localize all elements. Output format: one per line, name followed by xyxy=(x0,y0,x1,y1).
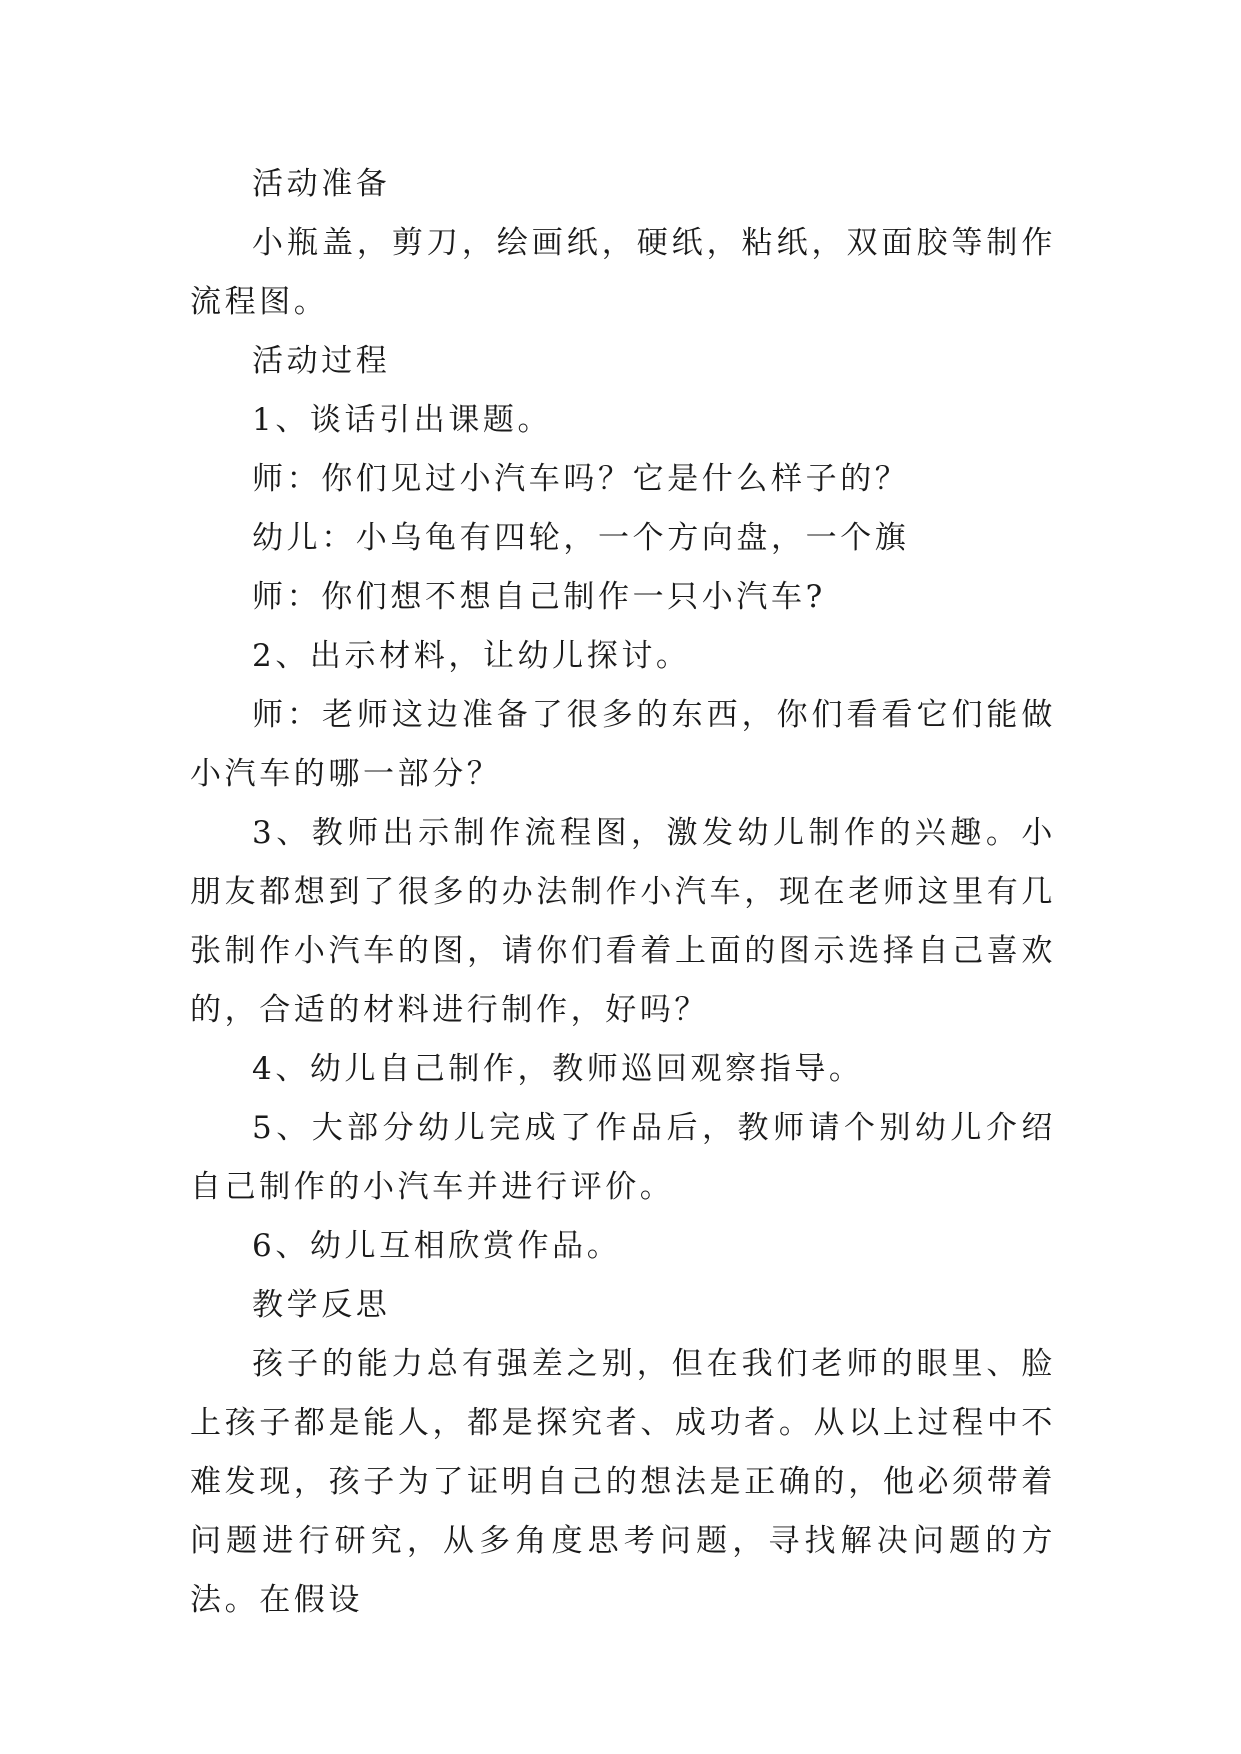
paragraph-step-2: 2、出示材料，让幼儿探讨。 xyxy=(252,638,691,674)
section-heading-process: 活动过程 xyxy=(252,343,391,379)
paragraph-dialogue-teacher-3: 师：老师这边准备了很多的东西，你们看看它们能做小汽车的哪一部分？ xyxy=(190,697,1056,792)
section-heading-preparation: 活动准备 xyxy=(252,166,391,202)
paragraph-step-4: 4、幼儿自己制作，教师巡回观察指导。 xyxy=(252,1051,864,1087)
section-heading-reflection: 教学反思 xyxy=(252,1287,391,1323)
paragraph-dialogue-teacher-1: 师：你们见过小汽车吗？它是什么样子的？ xyxy=(252,461,910,497)
paragraph-dialogue-teacher-2: 师：你们想不想自己制作一只小汽车? xyxy=(252,579,826,615)
paragraph-step-1: 1、谈话引出课题。 xyxy=(252,402,553,438)
paragraph-dialogue-child: 幼儿：小乌龟有四轮，一个方向盘，一个旗 xyxy=(252,520,910,556)
paragraph-step-6: 6、幼儿互相欣赏作品。 xyxy=(252,1228,622,1264)
document-body xyxy=(190,155,1056,1630)
paragraph-step-5: 5、大部分幼儿完成了作品后，教师请个别幼儿介绍自己制作的小汽车并进行评价。 xyxy=(190,1110,1056,1205)
paragraph-reflection: 孩子的能力总有强差之别，但在我们老师的眼里、脸上孩子都是能人，都是探究者、成功者。从以上过程中不难发现，孩子为了证明自己的想法是正确的，他必须带着问题进行研究，从多角度思考问题，寻找解决问题的方法。在假设 xyxy=(190,1346,1056,1618)
paragraph-materials: 小瓶盖，剪刀，绘画纸，硬纸，粘纸，双面胶等制作流程图。 xyxy=(190,225,1056,320)
paragraph-step-3: 3、教师出示制作流程图，激发幼儿制作的兴趣。小朋友都想到了很多的办法制作小汽车，现在老师这里有几张制作小汽车的图，请你们看着上面的图示选择自己喜欢的，合适的材料进行制作，好吗？ xyxy=(190,815,1056,1028)
